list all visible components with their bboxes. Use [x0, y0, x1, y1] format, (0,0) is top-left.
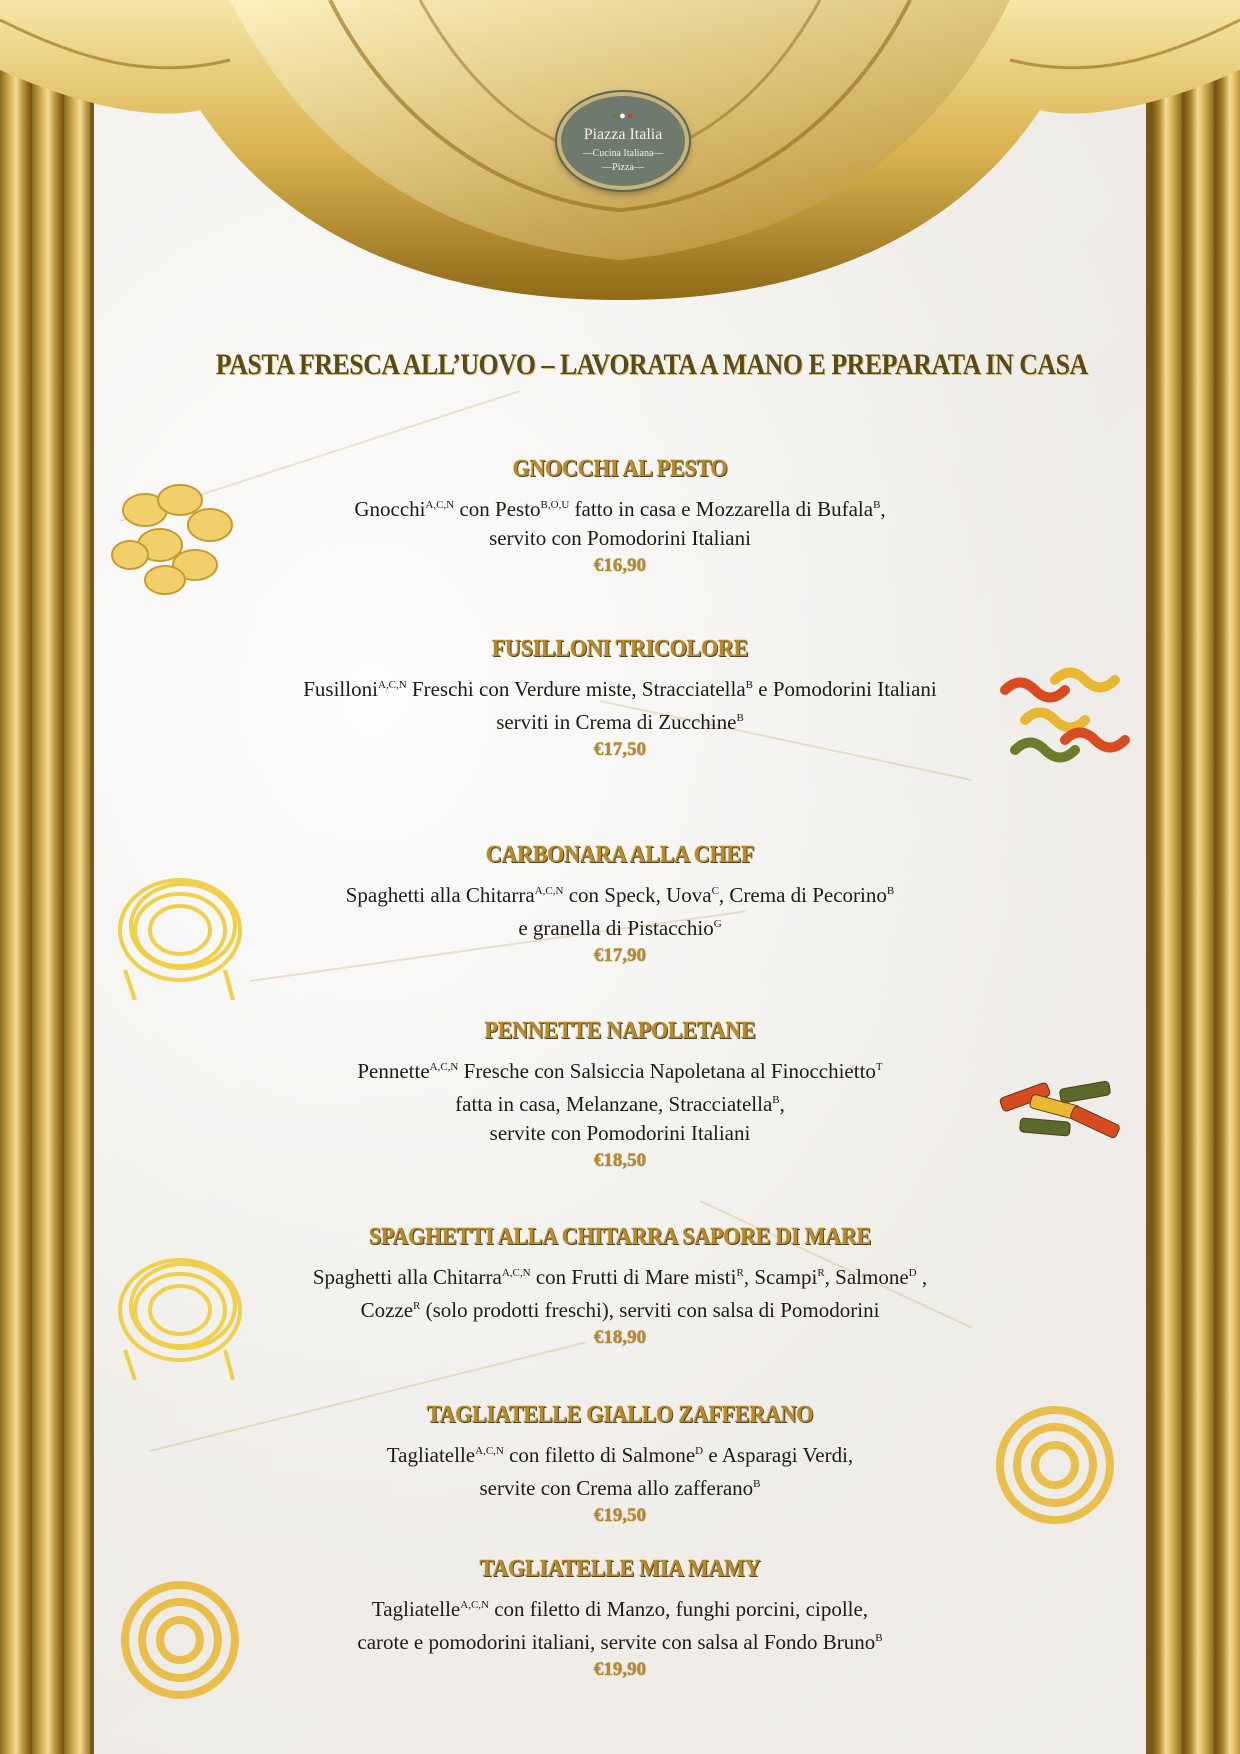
menu-item — [220, 636, 1020, 761]
menu-item — [220, 842, 1020, 967]
dish-price: €18,90 — [593, 1327, 647, 1348]
menu-item — [220, 1556, 1020, 1681]
description-text: , Crema di Pecorino — [718, 883, 887, 907]
description-text: Fusilloni — [303, 677, 378, 701]
allergen-code: B — [753, 1478, 761, 1490]
description-text: serviti in Crema di Zucchine — [496, 710, 737, 734]
dish-price: €19,90 — [593, 1659, 647, 1680]
logo-subtitle-pizza: —Pizza— — [602, 162, 644, 173]
description-text: Pennette — [357, 1059, 430, 1083]
description-text: Cozze — [360, 1298, 414, 1322]
allergen-code: R — [413, 1300, 421, 1312]
dish-name: TAGLIATELLE MIA MAMY — [479, 1556, 761, 1582]
description-line — [220, 1259, 1020, 1292]
dish-price: €19,50 — [593, 1505, 647, 1526]
description-text: con Pesto — [454, 497, 541, 521]
spaghetti-nest-image — [105, 860, 255, 1000]
logo-subtitle: —Cucina Italiana— — [582, 148, 664, 159]
menu-item — [220, 456, 1020, 577]
menu-item — [220, 1402, 1020, 1527]
gnocchi-image — [105, 470, 255, 610]
menu-item — [220, 1224, 1020, 1349]
description-text: , — [880, 497, 886, 521]
description-line — [220, 910, 1020, 943]
description-text: servito con Pomodorini Italiani — [489, 526, 751, 550]
description-line — [220, 491, 1020, 524]
fusilli-image — [985, 650, 1135, 780]
allergen-code: C — [711, 885, 719, 897]
dish-name: CARBONARA ALLA CHEF — [485, 842, 755, 868]
allergen-code: A,C,N — [460, 1599, 489, 1611]
description-text: fatta in casa, Melanzane, Stracciatella — [455, 1092, 773, 1116]
allergen-code: R — [736, 1267, 744, 1279]
allergen-code: B — [886, 885, 895, 897]
description-line — [220, 1591, 1020, 1624]
description-line — [220, 1053, 1020, 1086]
allergen-code: D — [695, 1445, 704, 1457]
dish-price: €17,90 — [593, 945, 647, 966]
allergen-code: D — [908, 1267, 917, 1279]
description-text: fatto in casa e Mozzarella di Bufala — [569, 497, 874, 521]
description-text: e granella di Pistacchio — [518, 916, 714, 940]
allergen-code: B — [772, 1094, 780, 1106]
description-text: , Scampi — [743, 1265, 818, 1289]
description-text: , Salmone — [824, 1265, 909, 1289]
description-text: con filetto di Salmone — [503, 1443, 696, 1467]
description-text: Spaghetti alla Chitarra — [345, 883, 535, 907]
dish-description — [220, 671, 1020, 737]
right-curtain — [1146, 60, 1240, 1754]
description-text: servite con Crema allo zafferano — [479, 1476, 754, 1500]
description-text: con Speck, Uova — [563, 883, 712, 907]
description-text: e Asparagi Verdi, — [703, 1443, 854, 1467]
description-text: con Frutti di Mare misti — [530, 1265, 737, 1289]
allergen-code: T — [875, 1061, 883, 1073]
description-text: , — [916, 1265, 928, 1289]
allergen-code: A,C,N — [425, 499, 455, 511]
description-text: Tagliatelle — [386, 1443, 476, 1467]
description-line — [220, 1624, 1020, 1657]
dish-description — [220, 1259, 1020, 1325]
description-text: Freschi con Verdure miste, Stracciatella — [406, 677, 746, 701]
menu-item — [220, 1018, 1020, 1172]
tagliatelle-nest-image — [985, 1395, 1125, 1535]
dish-name: GNOCCHI AL PESTO — [512, 456, 728, 482]
dish-name: FUSILLONI TRICOLORE — [491, 636, 749, 662]
allergen-code: A,C,N — [429, 1061, 459, 1073]
description-text: Gnocchi — [354, 497, 426, 521]
dish-price: €18,50 — [593, 1150, 647, 1171]
left-curtain — [0, 60, 94, 1754]
allergen-code: A,C,N — [534, 885, 564, 897]
description-line — [220, 1292, 1020, 1325]
description-text: Fresche con Salsiccia Napoletana al Finocchietto — [458, 1059, 876, 1083]
dish-description — [220, 877, 1020, 943]
allergen-code: A,C,N — [377, 679, 407, 691]
allergen-code: A,C,N — [501, 1267, 531, 1279]
description-line — [220, 671, 1020, 704]
description-text: , — [779, 1092, 785, 1116]
dish-name: SPAGHETTI ALLA CHITARRA SAPORE DI MARE — [368, 1224, 872, 1250]
description-text: servite con Pomodorini Italiani — [489, 1121, 751, 1145]
description-line — [220, 704, 1020, 737]
description-line — [220, 1086, 1020, 1119]
description-line — [220, 1470, 1020, 1503]
dish-description — [220, 491, 1020, 553]
description-line — [220, 1119, 1020, 1148]
description-text: con filetto di Manzo, funghi porcini, cipolle, — [488, 1597, 869, 1621]
description-text: (solo prodotti freschi), serviti con salsa di Pomodorini — [420, 1298, 880, 1322]
dish-description — [220, 1591, 1020, 1657]
description-text: e Pomodorini Italiani — [753, 677, 937, 701]
allergen-code: B,O,U — [540, 499, 570, 511]
description-line — [220, 524, 1020, 553]
description-line — [220, 877, 1020, 910]
logo-name: Piazza Italia — [583, 126, 663, 143]
dish-name: TAGLIATELLE GIALLO ZAFFERANO — [426, 1402, 814, 1428]
menu-title: PASTA FRESCA ALL’UOVO – LAVORATA A MANO E PREPARATA IN CASA — [215, 348, 1088, 381]
allergen-code: B — [873, 499, 881, 511]
allergen-code: G — [713, 918, 722, 930]
tagliatelle-nest-image — [110, 1570, 250, 1710]
dish-description — [220, 1053, 1020, 1148]
dish-price: €16,90 — [593, 555, 647, 576]
description-text: carote e pomodorini italiani, servite con salsa al Fondo Bruno — [357, 1630, 876, 1654]
allergen-code: B — [736, 712, 744, 724]
allergen-code: A,C,N — [475, 1445, 504, 1457]
allergen-code: R — [817, 1267, 825, 1279]
penne-image — [990, 1050, 1140, 1160]
allergen-code: B — [875, 1632, 883, 1644]
dish-description — [220, 1437, 1020, 1503]
dish-name: PENNETTE NAPOLETANE — [484, 1018, 756, 1044]
spaghetti-nest-image — [105, 1240, 255, 1380]
description-text: Tagliatelle — [371, 1597, 461, 1621]
logo-tricolor-dots: ●●● — [611, 110, 635, 122]
restaurant-logo — [557, 92, 689, 190]
description-line — [220, 1437, 1020, 1470]
description-text: Spaghetti alla Chitarra — [312, 1265, 502, 1289]
allergen-code: B — [745, 679, 754, 691]
dish-price: €17,50 — [593, 739, 647, 760]
